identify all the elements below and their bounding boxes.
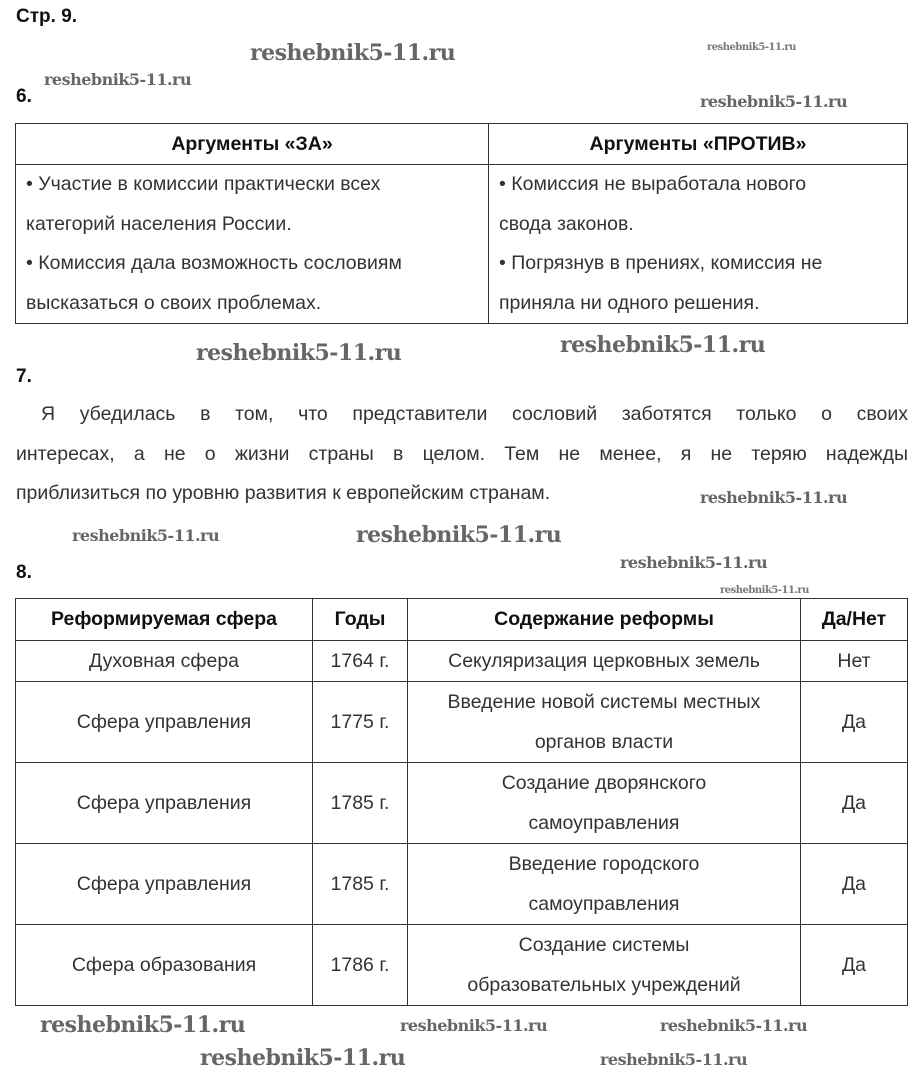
content-line: Введение городского [508,853,700,875]
arguments-table [15,123,908,324]
answer-line: приблизиться по уровню развития к европейским странам. [16,482,551,504]
content-line: Создание системы [518,934,690,956]
table-row [16,763,908,844]
argument-line: категорий населения России. [26,212,292,235]
watermark: reshebnik5-11.ru [72,526,220,545]
watermark: reshebnik5-11.ru [720,585,809,596]
task-6-number: 6. [16,86,32,107]
watermark: reshebnik5-11.ru [660,1016,808,1035]
answer-cell: Да [801,682,908,763]
content-line: самоуправления [528,812,680,834]
content-line: Введение новой системы местных [447,691,761,713]
year-cell: 1786 г. [313,925,408,1006]
content-cell: Секуляризация церковных земель [408,641,801,682]
reforms-table [15,598,908,1006]
watermark: reshebnik5-11.ru [600,1050,748,1069]
argument-line: • Участие в комиссии практически всех [26,173,381,195]
content-line: самоуправления [528,893,680,915]
sphere-cell: Сфера управления [16,763,313,844]
header-years: Годы [313,599,408,641]
arguments-for-cell [16,165,489,324]
watermark: reshebnik5-11.ru [356,522,562,548]
argument-line: • Комиссия не выработала нового [499,173,807,195]
content-cell [408,925,801,1006]
table-row [16,844,908,925]
arguments-against-cell [489,165,908,324]
task-8-number: 8. [16,562,32,583]
answer-cell: Нет [801,641,908,682]
content-cell [408,682,801,763]
watermark: reshebnik5-11.ru [400,1016,548,1035]
answer-cell: Да [801,925,908,1006]
content-line: образовательных учреждений [467,974,741,996]
sphere-cell: Сфера управления [16,844,313,925]
sphere-cell: Сфера образования [16,925,313,1006]
watermark: reshebnik5-11.ru [40,1012,246,1038]
sphere-cell: Сфера управления [16,682,313,763]
answer-cell: Да [801,844,908,925]
answer-line: интересах, а не о жизни страны в целом. Тем не менее, я не теряю надежды [16,442,908,465]
content-line: органов власти [534,731,674,753]
header-against: Аргументы «ПРОТИВ» [489,124,908,165]
year-cell: 1785 г. [313,763,408,844]
watermark: reshebnik5-11.ru [44,70,192,89]
content-line: Создание дворянского [501,772,707,794]
argument-line: • Комиссия дала возможность сословиям [26,252,402,274]
task-7-number: 7. [16,366,32,387]
watermark: reshebnik5-11.ru [620,553,768,572]
answer-line: Я убедилась в том, что представители сословий заботятся только о своих [41,403,908,425]
year-cell: 1775 г. [313,682,408,763]
watermark: reshebnik5-11.ru [700,92,848,111]
header-answer: Да/Нет [801,599,908,641]
table-row [16,641,908,682]
watermark: reshebnik5-11.ru [700,488,848,507]
sphere-cell: Духовная сфера [16,641,313,682]
content-cell [408,844,801,925]
content-cell [408,763,801,844]
header-content: Содержание реформы [408,599,801,641]
table-row [16,682,908,763]
argument-line: • Погрязнув в прениях, комиссия не [499,252,823,274]
table-row [16,925,908,1006]
watermark: reshebnik5-11.ru [707,42,796,53]
watermark: reshebnik5-11.ru [196,340,402,366]
header-for: Аргументы «ЗА» [16,124,489,165]
argument-line: свода законов. [499,212,634,235]
year-cell: 1764 г. [313,641,408,682]
argument-line: приняла ни одного решения. [499,291,760,314]
argument-line: высказаться о своих проблемах. [26,291,322,314]
header-sphere: Реформируемая сфера [16,599,313,641]
year-cell: 1785 г. [313,844,408,925]
answer-cell: Да [801,763,908,844]
watermark: reshebnik5-11.ru [560,332,766,358]
page-label: Стр. 9. [16,6,78,27]
watermark: reshebnik5-11.ru [200,1045,406,1071]
watermark: reshebnik5-11.ru [250,40,456,66]
